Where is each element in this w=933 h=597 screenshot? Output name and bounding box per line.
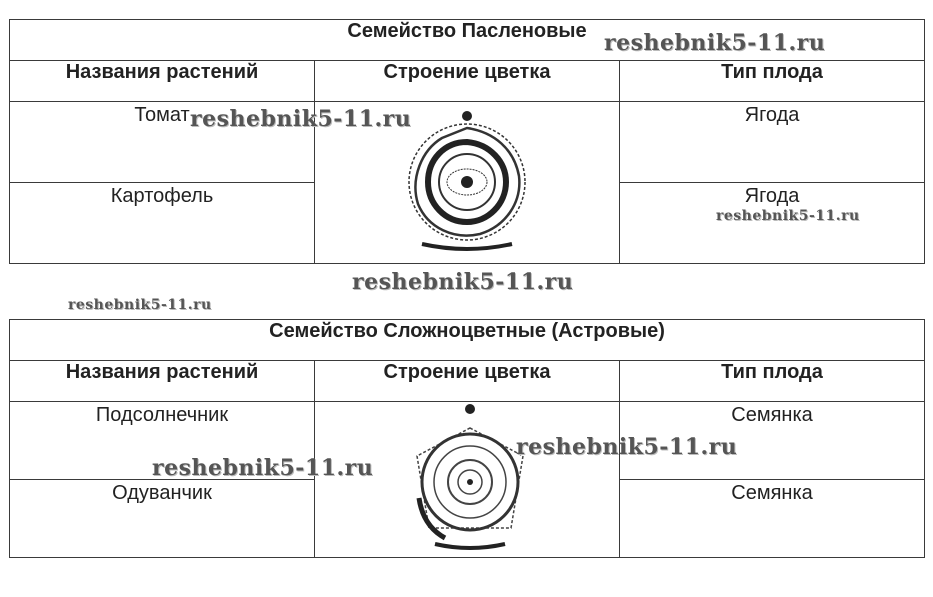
family-title: Семейство Сложноцветные (Астровые)	[10, 320, 925, 361]
watermark: reshebnik5-11.ru	[604, 30, 826, 56]
plant-name-cell	[10, 480, 315, 558]
fruit-type-cell	[620, 480, 925, 558]
plant-name: Томат	[134, 104, 190, 126]
header-plant-names: Названия растений	[10, 361, 315, 402]
flower-diagram-icon	[402, 104, 532, 254]
plant-name-cell	[10, 183, 315, 264]
fruit-type-cell	[620, 102, 925, 183]
plant-name: Одуванчик	[112, 482, 212, 504]
fruit-type: Семянка	[731, 404, 813, 426]
watermark: reshebnik5-11.ru	[516, 434, 738, 460]
header-flower-structure: Строение цветка	[315, 61, 620, 102]
family-title: Семейство Пасленовые	[10, 20, 925, 61]
watermark: reshebnik5-11.ru	[190, 106, 412, 132]
header-flower-structure: Строение цветка	[315, 361, 620, 402]
header-fruit-type: Тип плода	[620, 361, 925, 402]
watermark: reshebnik5-11.ru	[716, 208, 860, 224]
header-fruit-type: Тип плода	[620, 61, 925, 102]
plant-name: Подсолнечник	[95, 404, 229, 426]
plant-name: Картофель	[110, 185, 214, 207]
fruit-type: Ягода	[744, 104, 800, 126]
fruit-type: Семянка	[731, 482, 813, 504]
watermark: reshebnik5-11.ru	[68, 297, 212, 313]
watermark: reshebnik5-11.ru	[352, 269, 574, 295]
header-plant-names: Названия растений	[10, 61, 315, 102]
fruit-type: Ягода	[744, 185, 800, 207]
watermark: reshebnik5-11.ru	[152, 455, 374, 481]
family-table-asteraceae	[9, 319, 925, 558]
flower-diagram-icon	[405, 402, 535, 554]
